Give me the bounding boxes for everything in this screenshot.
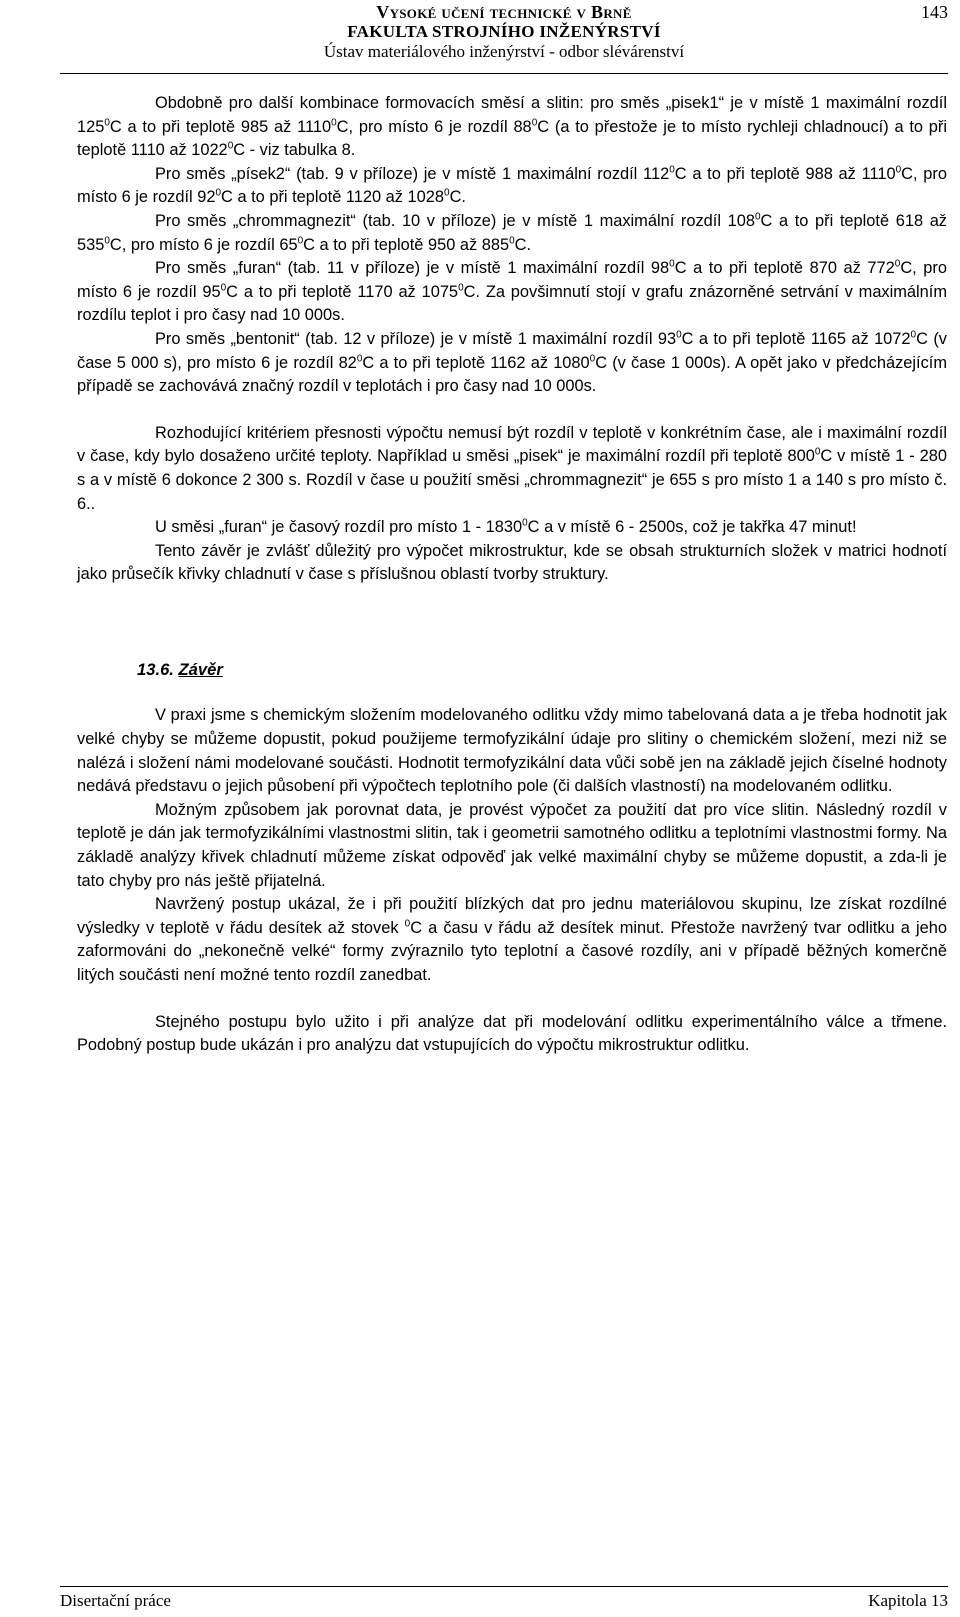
header-department: Ústav materiálového inženýrství - odbor slévárenství xyxy=(323,42,685,61)
section-number: 13.6. xyxy=(137,659,174,679)
paragraph-conclusion-3: Navržený postup ukázal, že i při použití blízkých dat pro jednu materiálovou skupinu, lze získat rozdílné výsledky v teplotě v řádu desítek až stovek $^0$C a času v řádu až desítek minut. Přestože navržený tvar odlitku a jeho zaformováni do „nekonečně velké“ formy zvýraznilo tyto teplotní a časové rozdíly, ani v případě běžných komerčně litých součásti není možné tento rozdíl zanedbat. xyxy=(77,895,947,984)
header-institution xyxy=(60,0,948,62)
paragraph-conclusion-4: Stejného postupu bylo užito i při analýze dat při modelování odlitku experimentálního válce a třmene. Podobný postup bude ukázán i pro analýzu dat vstupujících do výpočtu mikrostruktur odlitku. xyxy=(77,1012,947,1055)
page-header xyxy=(60,0,948,74)
paragraph-microstructure: Tento závěr je zvlášť důležitý pro výpočet mikrostruktur, kde se obsah strukturních složek v matrici hodnotí jako průsečík křivky chladnutí v čase s příslušnou oblastí tvorby struktury. xyxy=(77,541,947,584)
paragraph-criterion: Rozhodující kritériem přesnosti výpočtu nemusí být rozdíl v teplotě v konkrétním čase, ale i maximální rozdíl v čase, kdy bylo dosaženo určité teploty. Například u směsi „pisek“ je maximální rozdíl při teplotě $800^0C$ v místě 1 - 280 s a v místě 6 dokonce 2 300 s. Rozdíl v čase u použití směsi „chrommagnezit“ je 655 s pro místo 1 a 140 s pro místo č. 6.. xyxy=(77,423,947,513)
paragraph-conclusion-2: Možným způsobem jak porovnat data, je provést výpočet za použití dat pro více slitin. Následný rozdíl v teplotě je dán jak termofyzikálními vlastnostmi slitin, tak i geometrii samotného odlitku a teplotními vlastnostmi formy. Na základě analýzy křivek chladnutí můžeme získat odpověď jak velké maximální chyby se můžeme dopustit, a zda-li je tato chyby pro nás ještě přijatelná. xyxy=(77,800,947,890)
footer-document-type: Disertační práce xyxy=(60,1591,171,1610)
page-footer xyxy=(60,1586,948,1611)
paragraph-furan: Pro směs „furan“ (tab. 11 v příloze) je v místě 1 maximální rozdíl $98^0C$ a to při teplotě 870 až $772^0C$, pro místo 6 je rozdíl $95^0C$ a to při teplotě 1170 až 1075$^0$C. Za povšimnutí stojí v grafu znázorněné setrvání v maximálním rozdílu teplot i pro časy nad 10 000s. xyxy=(77,258,947,325)
section-heading xyxy=(77,658,947,682)
paragraph-furan-time: U směsi „furan“ je časový rozdíl pro místo 1 - 1830$^0$C a v místě 6 - 2500s, což je takřka 47 minut! xyxy=(155,517,857,537)
spacer xyxy=(77,587,947,658)
spacer xyxy=(77,988,947,1011)
page-number: 143 xyxy=(921,2,948,22)
section-title: Závěr xyxy=(178,659,223,679)
paragraph-conclusion-1: V praxi jsme s chemickým složením modelovaného odlitku vždy mimo tabelovaná data a je třeba hodnotit jak velké chyby se můžeme dopustit, pokud použijeme termofyzikální údaje pro slitiny o chemickém složení, mezi niž se nalézá i složení námi modelované součásti. Hodnotit termofyzikální data vůči sobě jen na základě jejich číselné hodnoty nedává představu o jejich působení při výpočtech teplotního pole (či dalších vlastností) na modelovaném odlitku. xyxy=(77,706,947,796)
header-faculty: FAKULTA STROJNÍHO INŽENÝRSTVÍ xyxy=(347,22,661,41)
document-body xyxy=(77,92,947,1058)
header-university: Vysoké učení technické v Brně xyxy=(376,2,632,22)
paragraph-pisek2: Pro směs „písek2“ (tab. 9 v příloze) je v místě 1 maximální rozdíl $112^0C$ a to při teplotě 988 až 1110$^0$C, pro místo 6 je rozdíl $92^0C$ a to při teplotě 1120 až 1028$^0$C. xyxy=(77,164,947,207)
paragraph-chrommagnezit: Pro směs „chrommagnezit“ (tab. 10 v příloze) je v místě 1 maximální rozdíl $108^0C$ a to při teplotě 618 až $535^0C$, pro místo 6 je rozdíl $65^0C$ a to při teplotě 950 až $885^0C$. xyxy=(77,211,948,254)
spacer xyxy=(77,681,947,704)
paragraph-pisek1: Obdobně pro další kombinace formovacích směsí a slitin: pro směs „pisek1“ je v místě 1 maximální rozdíl $125^0C$ a to při teplotě 985 až 1110$^0$C, pro místo 6 je rozdíl $88^0C$ (a to přestože je to místo rychleji chladnoucí) a to při teplotě 1110 až 1022$^0$C - viz tabulka 8. xyxy=(77,94,947,160)
paragraph-bentonit: Pro směs „bentonit“ (tab. 12 v příloze) je v místě 1 maximální rozdíl $93^0C$ a to při teplotě 1165 až 1072$^0$C (v čase 5 000 s), pro místo 6 je rozdíl $82^0C$ a to při teplotě 1162 až 1080$^0$C (v čase 1 000s). A opět jako v předcházejícím případě se zachovává značný rozdíl v teplotách i pro časy nad 10 000s. xyxy=(77,329,947,396)
spacer xyxy=(77,399,947,422)
footer-chapter: Kapitola 13 xyxy=(868,1591,948,1610)
